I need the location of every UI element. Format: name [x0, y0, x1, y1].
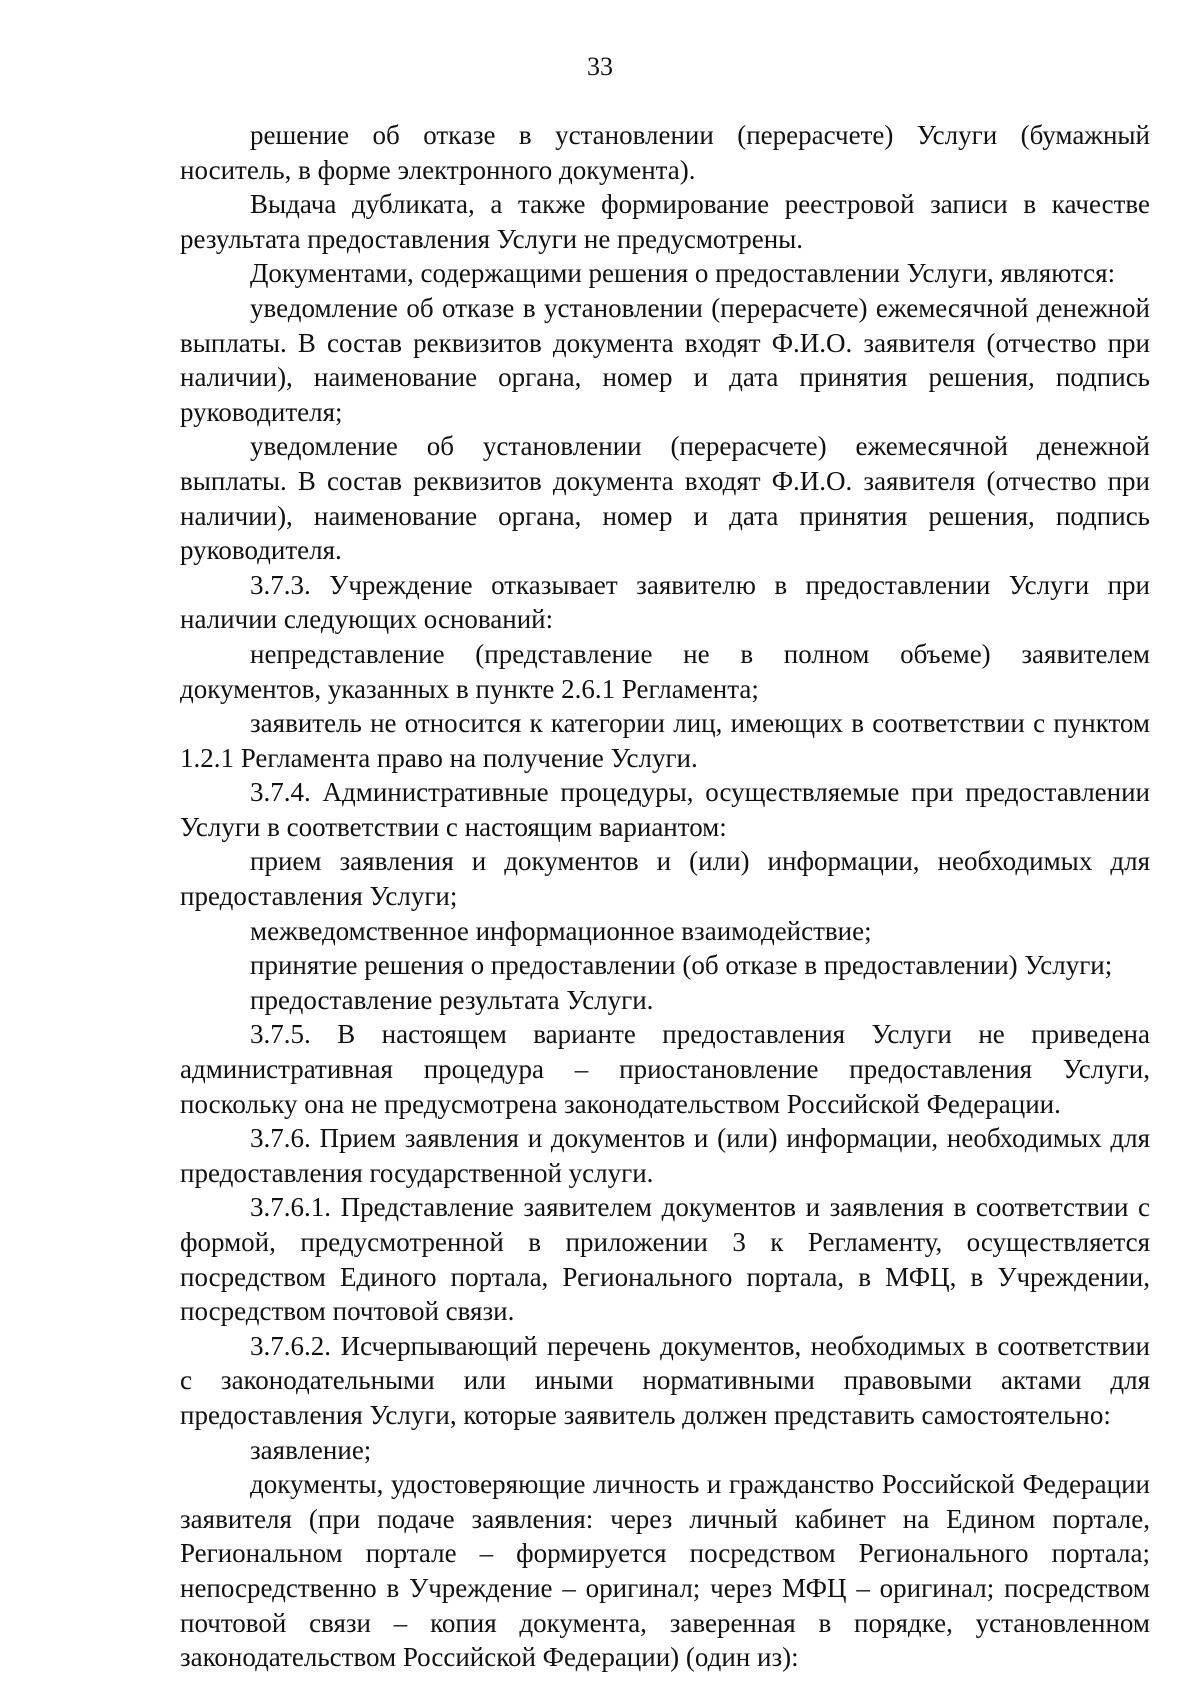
paragraph: непредставление (представление не в полном объеме) заявителем документов, указанных в пункте 2.6.1 Регламента;	[180, 638, 1150, 704]
paragraph: Документами, содержащими решения о предоставлении Услуги, являются:	[250, 258, 1116, 289]
paragraph: 3.7.3. Учреждение отказывает заявителю в предоставлении Услуги при наличии следующих оснований:	[180, 569, 1150, 635]
paragraph: уведомление об отказе в установлении (перерасчете) ежемесячной денежной выплаты. В состав реквизитов документа входят Ф.И.О. заявителя (отчество при наличии), наименование органа, номер и дата принятия решения, подпись руководителя;	[180, 292, 1150, 427]
paragraph: 3.7.4. Административные процедуры, осуществляемые при предоставлении Услуги в соответствии с настоящим вариантом:	[180, 777, 1150, 842]
paragraph: предоставление результата Услуги.	[250, 984, 654, 1015]
paragraph: 3.7.6. Прием заявления и документов и (или) информации, необходимых для предоставления государственной услуги.	[180, 1123, 1150, 1188]
paragraph: документы, удостоверяющие личность и гражданство Российской Федерации заявителя (при подаче заявления: через личный кабинет на Едином портале, Региональном портале – формируется посредством Регионального портала; непосредственно в Учреждение – оригинал; через МФЦ – оригинал; посредством почтовой связи – копия документа, заверенная в порядке, установленном законодательством Российской Федерации) (один из):	[180, 1469, 1150, 1673]
paragraph: решение об отказе в установлении (перерасчете) Услуги (бумажный носитель, в форме электронного документа).	[180, 120, 1150, 185]
paragraph: заявитель не относится к категории лиц, имеющих в соответствии с пунктом 1.2.1 Регламента право на получение Услуги.	[180, 708, 1150, 773]
paragraph: межведомственное информационное взаимодействие;	[250, 915, 872, 946]
paragraph: Выдача дубликата, а также формирование реестровой записи в качестве результата предоставления Услуги не предусмотрены.	[180, 189, 1150, 254]
paragraph: заявление;	[250, 1434, 372, 1465]
paragraph: 3.7.6.1. Представление заявителем документов и заявления в соответствии с формой, предусмотренной в приложении 3 к Регламенту, осуществляется посредством Единого портала, Регионального портала, в МФЦ, в Учреждении, посредством почтовой связи.	[180, 1192, 1150, 1327]
paragraph: уведомление об установлении (перерасчете) ежемесячной денежной выплаты. В состав реквизитов документа входят Ф.И.О. заявителя (отчество при наличии), наименование органа, номер и дата принятия решения, подпись руководителя.	[180, 431, 1150, 566]
page-number: 33	[587, 52, 613, 81]
paragraph: 3.7.6.2. Исчерпывающий перечень документов, необходимых в соответствии с законодательными или иными нормативными правовыми актами для предоставления Услуги, которые заявитель должен представить самостоятельно:	[180, 1330, 1150, 1430]
paragraph: принятие решения о предоставлении (об отказе в предоставлении) Услуги;	[250, 950, 1113, 981]
paragraph: 3.7.5. В настоящем варианте предоставления Услуги не приведена административная процедура – приостановление предоставления Услуги, поскольку она не предусмотрена законодательством Российской Федерации.	[180, 1019, 1150, 1119]
paragraph: прием заявления и документов и (или) информации, необходимых для предоставления Услуги;	[180, 846, 1150, 912]
document-body	[180, 118, 1150, 1675]
